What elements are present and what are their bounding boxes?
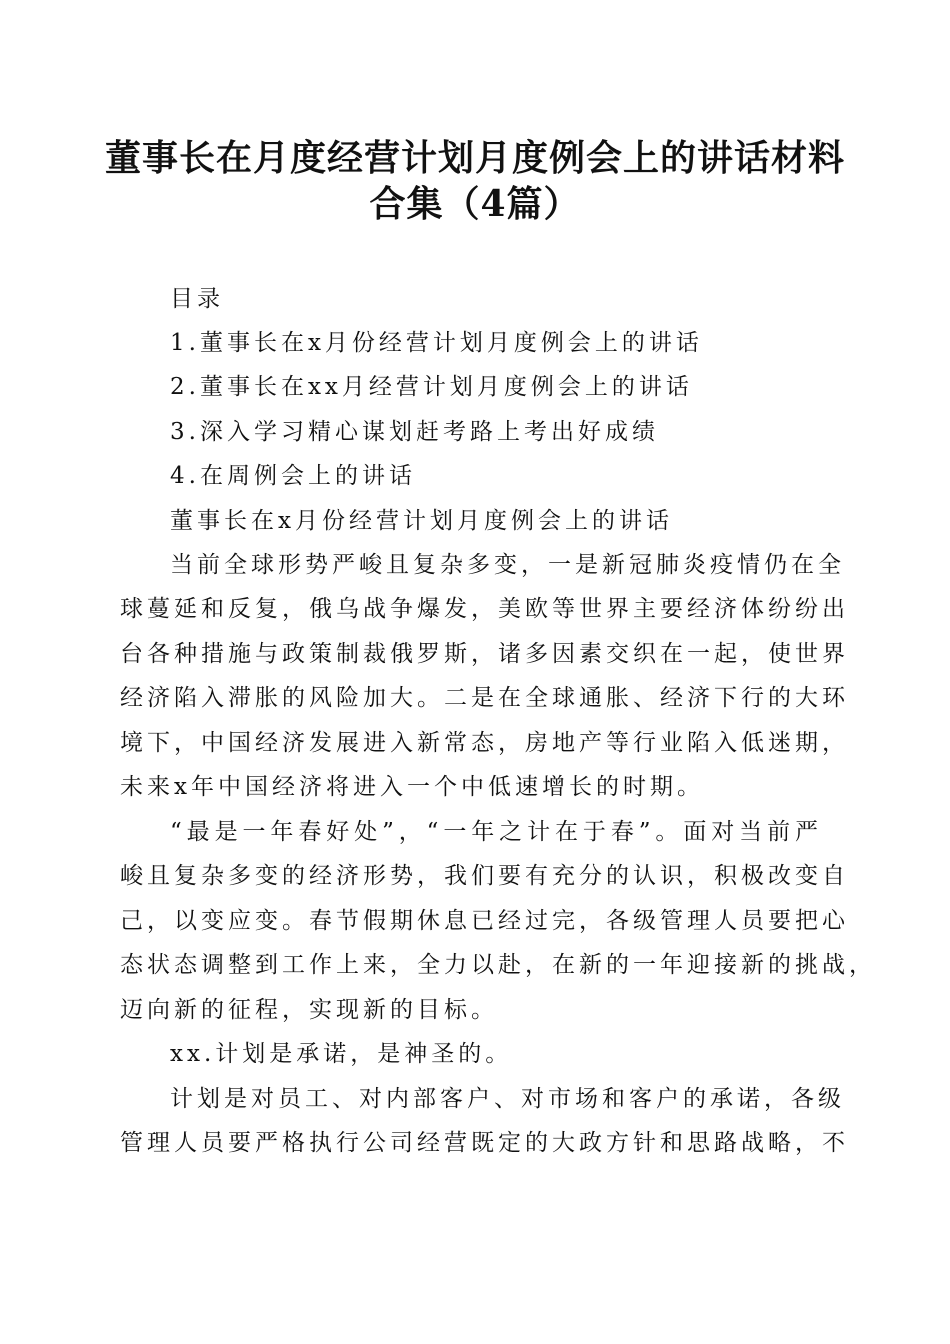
- paragraph-1-line: 球蔓延和反复，俄乌战争爆发，美欧等世界主要经济体纷纷出: [120, 596, 849, 622]
- toc-item-4: 4.在周例会上的讲话: [170, 463, 416, 489]
- paragraph-2-line: “最是一年春好处”，“一年之计在于春”。面对当前严: [170, 819, 822, 845]
- paragraph-2-line: 己，以变应变。春节假期休息已经过完，各级管理人员要把心: [120, 908, 849, 934]
- toc-item-2: 2.董事长在xx月经营计划月度例会上的讲话: [170, 374, 693, 400]
- paragraph-1-line: 经济陷入滞胀的风险加大。二是在全球通胀、经济下行的大环: [120, 685, 849, 711]
- paragraph-1-line: 当前全球形势严峻且复杂多变，一是新冠肺炎疫情仍在全: [170, 552, 845, 578]
- paragraph-3-line: 计划是对员工、对内部客户、对市场和客户的承诺，各级: [170, 1086, 845, 1112]
- toc-heading: 目录: [170, 286, 224, 312]
- section-title: 董事长在x月份经营计划月度例会上的讲话: [170, 508, 673, 534]
- toc-item-1: 1.董事长在x月份经营计划月度例会上的讲话: [170, 330, 703, 356]
- document-title-line-2: 合集（4篇）: [369, 183, 581, 225]
- paragraph-2-line: 迈向新的征程，实现新的目标。: [120, 997, 498, 1023]
- paragraph-1-line: 未来x年中国经济将进入一个中低速增长的时期。: [120, 774, 704, 800]
- paragraph-2-line: 态状态调整到工作上来，全力以赴，在新的一年迎接新的挑战，: [120, 952, 876, 978]
- subheading: xx.计划是承诺，是神圣的。: [170, 1041, 513, 1067]
- paragraph-1-line: 台各种措施与政策制裁俄罗斯，诸多因素交织在一起，使世界: [120, 641, 849, 667]
- paragraph-2-line: 峻且复杂多变的经济形势，我们要有充分的认识，积极改变自: [120, 863, 849, 889]
- paragraph-1-line: 境下，中国经济发展进入新常态，房地产等行业陷入低迷期，: [120, 730, 849, 756]
- paragraph-3-line: 管理人员要严格执行公司经营既定的大政方针和思路战略，不: [120, 1130, 849, 1156]
- document-title-line-1: 董事长在月度经营计划月度例会上的讲话材料: [104, 137, 845, 179]
- toc-item-3: 3.深入学习精心谋划赶考路上考出好成绩: [170, 419, 659, 445]
